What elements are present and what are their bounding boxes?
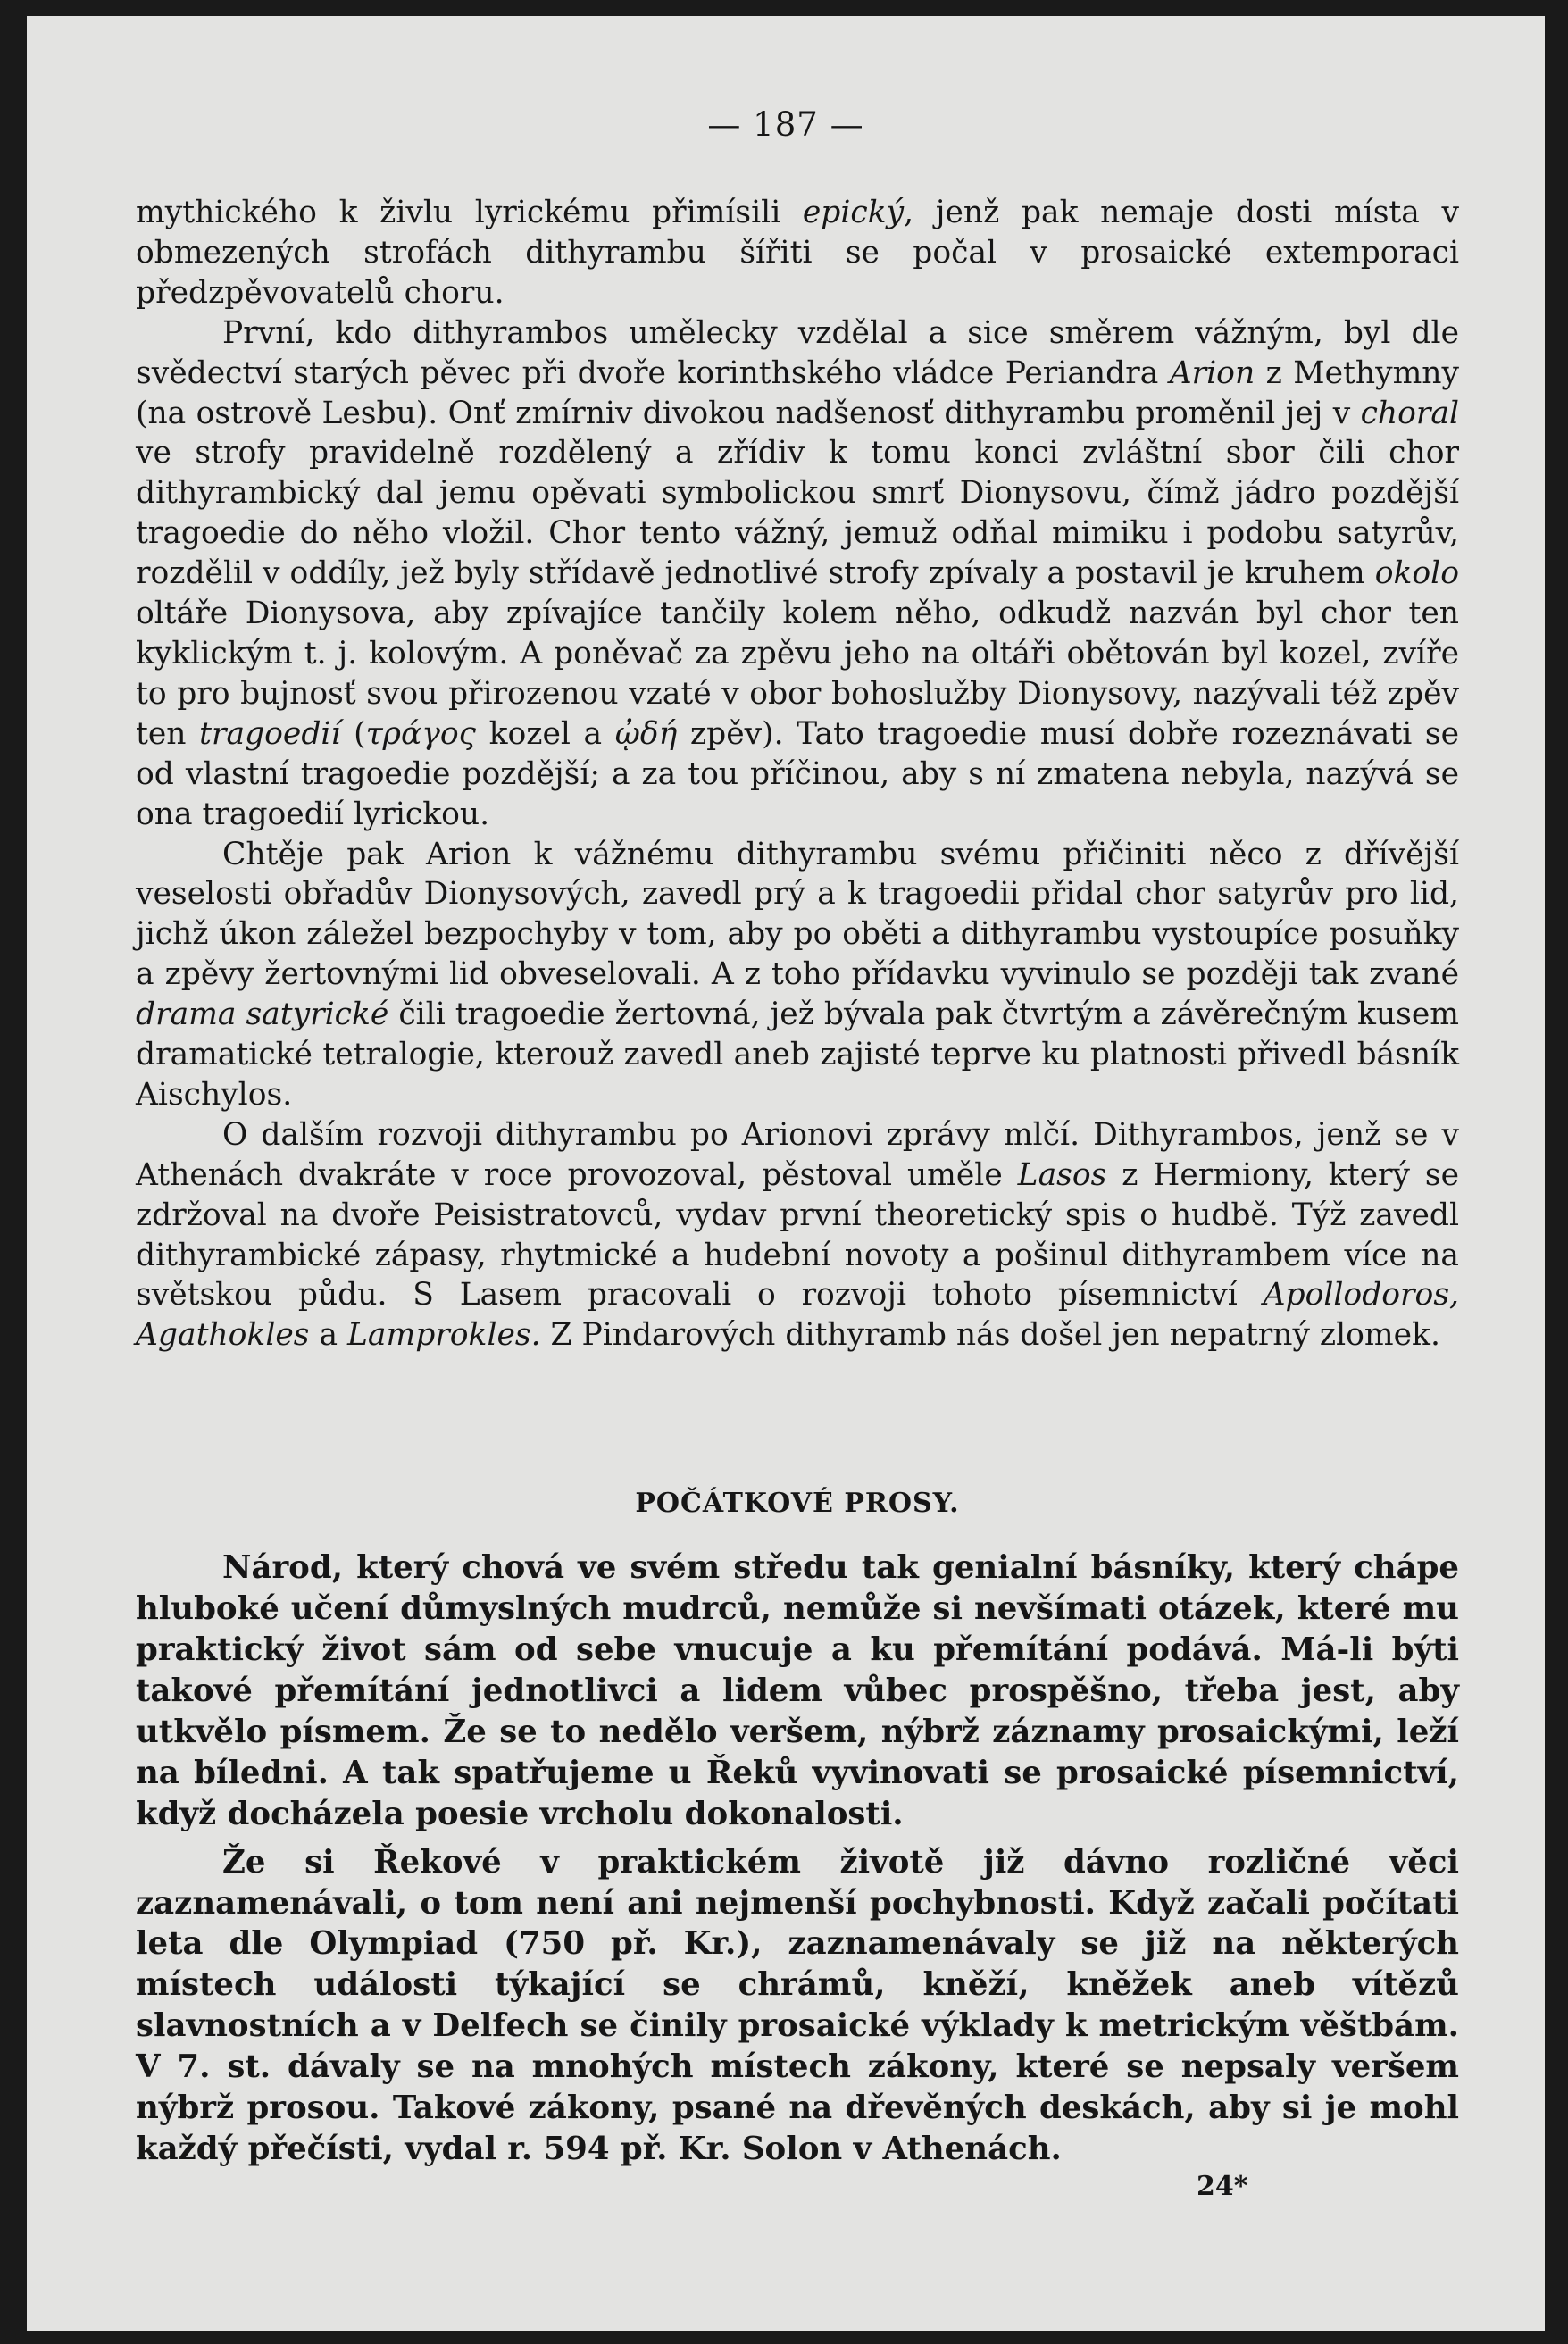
- signature-mark: 24*: [1197, 2171, 1248, 2202]
- greek-word-ode: ᾠδή: [614, 715, 678, 752]
- paragraph-5: Národ, který chová ve svém středu tak genialní básníky, který chápe hluboké učení důmyslných mudrců, nemůže si nevšímati otázek, které mu praktický život sám od sebe vnucuje a ku přemítání podává. Má-li býti takové přemítání jednotlivci a lidem vůbec prospěšno, třeba jest, aby utkvělo písmem. Že se to nedělo veršem, nýbrž záznamy prosaickými, leží na bíledni. A tak spatřujeme u Řeků vyvinovati se prosaické písemnictví, když docházela poesie vrcholu dokonalosti.: [136, 1549, 1459, 1832]
- greek-word-tragos: τράγος: [365, 715, 476, 752]
- section-heading: POČÁTKOVÉ PROSY.: [635, 1488, 960, 1520]
- book-page: [27, 16, 1545, 2331]
- page-number: — 187 —: [707, 105, 864, 144]
- section-early-prose: [136, 1547, 1459, 2170]
- paragraph-4: O dalším rozvoji dithyrambu po Arionovi zprávy mlčí. Dithyrambos, jenž se v Athenách dvakráte v roce provozoval, pěstoval uměle Lasos z Hermiony, který se zdržoval na dvoře Peisistratovců, vydav první theoretický spis o hudbě. Týž zavedl dithyrambické zápasy, rhytmické a hudební novoty a pošinul dithyrambem více na světskou půdu. S Lasem pracovali o rozvoji tohoto písemnictví Apollodoros, Agathokles a Lamprokles. Z Pindarových dithyramb nás došel jen nepatrný zlomek.: [136, 1116, 1459, 1354]
- paragraph-6: Že si Řekové v praktickém životě již dávno rozličné věci zaznamenávali, o tom není ani nejmenší pochybnosti. Když začali počítati leta dle Olympiad (750 př. Kr.), zaznamenávaly se již na některých místech události týkající se chrámů, kněží, kněžek aneb vítězů slavnostních a v Delfech se činily prosaické výklady k metrickým věštbám. V 7. st. dávaly se na mnohých místech zákony, které se nepsaly veršem nýbrž prosou. Takové zákony, psané na dřevěných deskách, aby si je mohl každý přečísti, vydal r. 594 př. Kr. Solon v Athenách.: [136, 1843, 1459, 2167]
- paragraph-3: Chtěje pak Arion k vážnému dithyrambu svému přičiniti něco z dřívější veselosti obřadův Dionysových, zavedl prý a k tragoedii přidal chor satyrův pro lid, jichž úkon záležel bezpochyby v tom, aby po oběti a dithyrambu vystoupíce posuňky a zpěvy žertovnými lid obveselovali. A z toho přídavku vyvinulo se později tak zvané drama satyrické čili tragoedie žertovná, jež bývala pak čtvrtým a závěrečným kusem dramatické tetralogie, kterouž zavedl aneb zajisté teprve ku platnosti přivedl básník Aischylos.: [136, 836, 1459, 1113]
- page-body: [136, 193, 1459, 2170]
- paragraph-2: První, kdo dithyrambos umělecky vzdělal a sice směrem vážným, byl dle svědectví starých pěvec při dvoře korinthského vládce Periandra Arion z Methymny (na ostrově Lesbu). Onť zmírniv divokou nadšenosť dithyrambu proměnil jej v choral ve strofy pravidelně rozdělený a zřídiv k tomu konci zvláštní sbor čili chor dithyrambický dal jemu opěvati symbolickou smrť Dionysovu, čímž jádro pozdější tragoedie do něho vložil. Chor tento vážný, jemuž odňal mimiku i podobu satyrův, rozdělil v oddíly, jež byly střídavě jednotlivé strofy zpívaly a postavil je kruhem okolo oltáře Dionysova, aby zpívajíce tančily kolem něho, odkudž nazván byl chor ten kyklickým t. j. kolovým. A poněvač za zpěvu jeho na oltáři obětován byl kozel, zvíře to pro bujnosť svou přirozenou vzaté v obor bohoslužby Dionysovy, nazývali též zpěv ten tragoedií (τράγος kozel a ᾠδή zpěv). Tato tragoedie musí dobře rozeznávati se od vlastní tragoedie pozdější; a za tou příčinou, aby s ní zmatena nebyla, nazývá se ona tragoedií lyrickou.: [136, 314, 1460, 832]
- section-dithyramb: [136, 193, 1459, 1356]
- paragraph-1: mythického k živlu lyrickému přimísili epický, jenž pak nemaje dosti místa v obmezených strofách dithyrambu šířiti se počal v prosaické extemporaci předzpěvovatelů choru.: [136, 195, 1459, 311]
